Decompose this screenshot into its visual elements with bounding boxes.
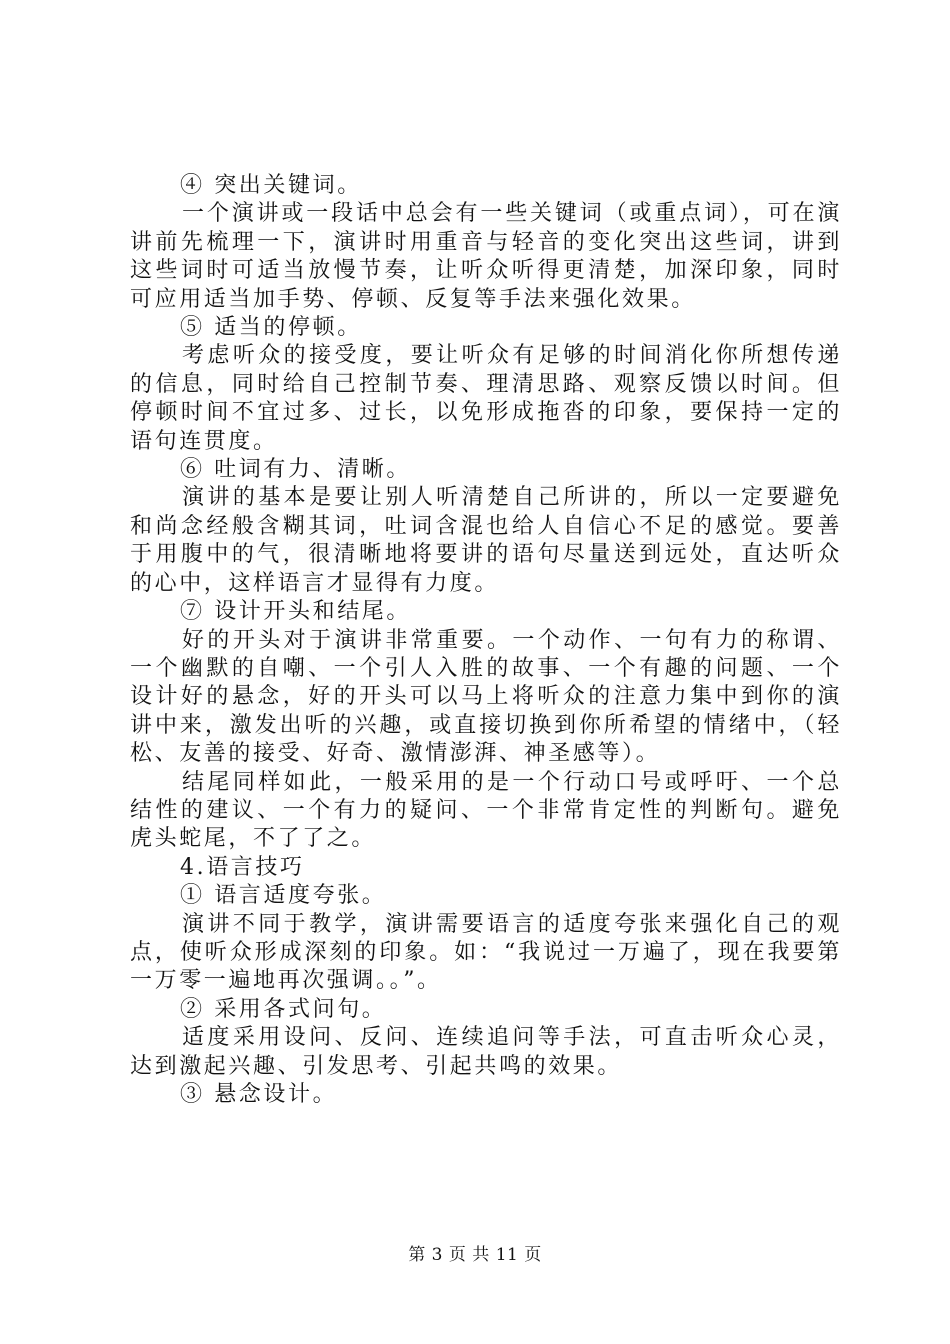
paragraph-questions: 适度采用设问、反问、连续追问等手法，可直击听众心灵，达到激起兴趣、引发思考、引起共鸣的效果。 [130,1025,842,1079]
section-heading-keywords: ④ 突出关键词。 [180,173,362,198]
paragraph-ending: 结尾同样如此，一般采用的是一个行动口号或呼吁、一个总结性的建议、一个有力的疑问、一个非常肯定性的判断句。避免虎头蛇尾，不了了之。 [130,769,842,852]
paragraph-exaggeration: 演讲不同于教学，演讲需要语言的适度夸张来强化自己的观点，使听众形成深刻的印象。如：“我说过一万遍了，现在我要第一万零一遍地再次强调。。”。 [130,911,842,994]
document-body [130,172,842,1109]
section-heading-exaggeration: ① 语言适度夸张。 [180,883,387,909]
paragraph-keywords: 一个演讲或一段话中总会有一些关键词（或重点词），可在演讲前先梳理一下，演讲时用重音与轻音的变化突出这些词，讲到这些词时可适当放慢节奏，让听众听得更清楚，加深印象，同时可应用适当加手势、停顿、反复等手法来强化效果。 [130,201,842,312]
section-heading-suspense: ③ 悬念设计。 [180,1082,338,1107]
page-number-footer: 第 3 页 共 11 页 [408,1245,542,1265]
paragraph-opening: 好的开头对于演讲非常重要。一个动作、一句有力的称谓、一个幽默的自嘲、一个引人入胜的故事、一个有趣的问题、一个设计好的悬念，好的开头可以马上将听众的注意力集中到你的演讲中来，激发出听的兴趣，或直接切换到你所希望的情绪中，（轻松、友善的接受、好奇、激情澎湃、神圣感等）。 [130,627,842,767]
section-heading-opening-ending: ⑦ 设计开头和结尾。 [180,599,411,625]
section-heading-pause: ⑤ 适当的停顿。 [180,315,362,341]
section-heading-articulation: ⑥ 吐词有力、清晰。 [180,457,411,483]
section-heading-language-skills: 4.语言技巧 [180,854,305,880]
section-heading-questions: ② 采用各式问句。 [180,996,387,1022]
paragraph-articulation: 演讲的基本是要让别人听清楚自己所讲的，所以一定要避免和尚念经般含糊其词，吐词含混也给人自信心不足的感觉。要善于用腹中的气，很清晰地将要讲的语句尽量送到远处，直达听众的心中，这样语言才显得有力度。 [130,485,842,596]
paragraph-pause: 考虑听众的接受度，要让听众有足够的时间消化你所想传递的信息，同时给自己控制节奏、理清思路、观察反馈以时间。但停顿时间不宜过多、过长，以免形成拖沓的印象，要保持一定的语句连贯度。 [130,343,842,454]
